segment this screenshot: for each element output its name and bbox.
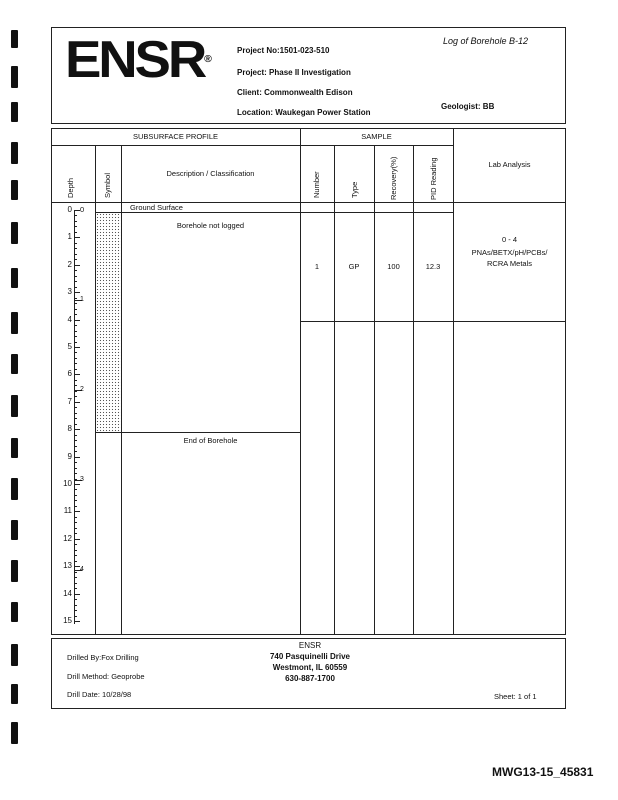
- col-line-desc: [121, 146, 122, 635]
- depth-minor-tick: [74, 221, 77, 222]
- depth-minor-tick: [74, 446, 77, 447]
- depth-minor-tick: [74, 314, 77, 315]
- depth-ft-tick: [74, 511, 80, 512]
- document-id: MWG13-15_45831: [492, 765, 594, 779]
- depth-ft-label: 5: [67, 342, 72, 351]
- symbol-heading: Symbol: [103, 172, 112, 198]
- depth-m-label: 3: [80, 475, 84, 483]
- footer-phone: 630-887-1700: [285, 674, 335, 683]
- depth-minor-tick: [74, 506, 77, 507]
- depth-m-label: 1: [80, 295, 84, 303]
- depth-minor-tick: [74, 369, 77, 370]
- depth-minor-tick: [74, 243, 77, 244]
- depth-ft-label: 4: [67, 314, 72, 324]
- depth-ft-tick: [74, 484, 80, 485]
- depth-minor-tick: [74, 489, 77, 490]
- sample-number: 1: [314, 262, 320, 271]
- depth-ft-tick: [74, 429, 80, 430]
- depth-minor-tick: [74, 385, 77, 386]
- logo: ENSR®: [65, 31, 212, 89]
- depth-ft-label: 7: [67, 396, 72, 406]
- depth-ft-tick: [74, 594, 80, 595]
- depth-minor-tick: [74, 254, 77, 255]
- depth-minor-tick: [74, 259, 77, 260]
- depth-minor-tick: [74, 281, 77, 282]
- drilled-by: Drilled By:Fox Drilling: [67, 653, 139, 662]
- depth-ft-tick: [74, 210, 80, 211]
- depth-minor-tick: [74, 544, 77, 545]
- depth-minor-tick: [74, 572, 77, 573]
- recovery-heading: Recovery(%): [389, 156, 398, 200]
- end-of-borehole-line: [95, 432, 300, 433]
- depth-ft-label: 15: [63, 616, 72, 625]
- depth-minor-tick: [74, 424, 77, 425]
- depth-minor-tick: [74, 610, 77, 611]
- depth-ft-tick: [74, 374, 80, 375]
- depth-minor-tick: [74, 418, 77, 419]
- pid-heading: PID Reading: [429, 157, 438, 200]
- depth-minor-tick: [74, 616, 77, 617]
- depth-ft-label: 10: [63, 479, 72, 488]
- depth-ft-tick: [74, 237, 80, 238]
- depth-ft-tick: [74, 457, 80, 458]
- profile-description: Borehole not logged: [176, 221, 245, 230]
- depth-ft-label: 0: [67, 205, 72, 214]
- depth-minor-tick: [74, 561, 77, 562]
- sample-heading: SAMPLE: [361, 132, 392, 141]
- depth-minor-tick: [74, 462, 77, 463]
- depth-ft-label: 2: [67, 259, 72, 269]
- depth-minor-tick: [74, 495, 77, 496]
- depth-minor-tick: [74, 550, 77, 551]
- drill-date: Drill Date: 10/28/98: [67, 690, 132, 699]
- depth-ft-label: 14: [63, 588, 72, 598]
- depth-minor-tick: [74, 391, 77, 392]
- project: Project: Phase II Investigation: [237, 68, 351, 77]
- depth-minor-tick: [74, 226, 77, 227]
- depth-minor-tick: [74, 577, 77, 578]
- geologist: Geologist: BB: [441, 102, 495, 111]
- depth-ft-tick: [74, 320, 80, 321]
- depth-heading: Depth: [66, 177, 75, 198]
- sheet-number: Sheet: 1 of 1: [494, 692, 537, 701]
- project-no: Project No:1501-023-510: [237, 46, 330, 55]
- depth-ft-label: 13: [63, 561, 72, 571]
- depth-minor-tick: [74, 588, 77, 589]
- depth-ft-tick: [74, 292, 80, 293]
- number-heading: Number: [312, 171, 321, 198]
- footer-company: ENSR: [298, 641, 322, 650]
- depth-ft-tick: [74, 265, 80, 266]
- ground-surface-depth: 0: [80, 205, 85, 214]
- depth-minor-tick: [74, 435, 77, 436]
- col-line-type: [334, 146, 335, 635]
- drill-method: Drill Method: Geoprobe: [67, 672, 145, 681]
- depth-minor-tick: [74, 298, 77, 299]
- depth-minor-tick: [74, 468, 77, 469]
- depth-minor-tick: [74, 555, 77, 556]
- depth-minor-tick: [74, 342, 77, 343]
- depth-ft-label: 3: [67, 287, 72, 297]
- lab-depth: 0 - 4: [501, 235, 517, 244]
- depth-minor-tick: [74, 358, 77, 359]
- depth-axis: [74, 210, 75, 624]
- header-row-line: [51, 145, 453, 146]
- depth-m-label: 4: [80, 565, 84, 573]
- depth-minor-tick: [74, 396, 77, 397]
- depth-minor-tick: [74, 331, 77, 332]
- description-heading: Description / Classification: [166, 169, 255, 178]
- col-line-pid: [413, 146, 414, 635]
- sample-row-bottom: [300, 321, 566, 322]
- depth-minor-tick: [74, 276, 77, 277]
- depth-minor-tick: [74, 451, 77, 452]
- sample-type: GP: [348, 262, 360, 271]
- depth-ft-tick: [74, 402, 80, 403]
- subsurface-profile-heading: SUBSURFACE PROFILE: [132, 132, 219, 141]
- depth-ft-tick: [74, 621, 80, 622]
- col-line-sample: [300, 128, 301, 635]
- sample-recovery: 100: [387, 262, 400, 271]
- depth-minor-tick: [74, 528, 77, 529]
- location: Location: Waukegan Power Station: [237, 108, 371, 117]
- type-heading: Type: [350, 181, 359, 198]
- depth-ft-label: 8: [67, 424, 72, 434]
- depth-ft-tick: [74, 347, 80, 348]
- footer-address-2: Westmont, IL 60559: [272, 663, 348, 672]
- depth-minor-tick: [74, 287, 77, 288]
- depth-ft-label: 6: [67, 369, 72, 379]
- depth-minor-tick: [74, 303, 77, 304]
- col-line-lab: [453, 128, 454, 635]
- lab-analytes-1: PNAs/BETX/pH/PCBs/: [471, 248, 548, 257]
- depth-minor-tick: [74, 500, 77, 501]
- depth-minor-tick: [74, 325, 77, 326]
- client: Client: Commonwealth Edison: [237, 88, 353, 97]
- depth-ft-label: 12: [63, 533, 72, 543]
- depth-minor-tick: [74, 517, 77, 518]
- depth-minor-tick: [74, 413, 77, 414]
- footer-address-1: 740 Pasquinelli Drive: [269, 652, 351, 661]
- depth-minor-tick: [74, 407, 77, 408]
- ground-surface-line: [95, 212, 453, 213]
- depth-ft-label: 11: [63, 506, 72, 516]
- depth-minor-tick: [74, 522, 77, 523]
- log-table: [51, 128, 566, 635]
- depth-minor-tick: [74, 352, 77, 353]
- lab-analysis-heading: Lab Analysis: [488, 160, 531, 169]
- depth-minor-tick: [74, 309, 77, 310]
- column-header-bottom: [51, 202, 566, 203]
- depth-minor-tick: [74, 363, 77, 364]
- ground-surface-label: Ground Surface: [130, 203, 183, 212]
- depth-minor-tick: [74, 599, 77, 600]
- depth-minor-tick: [74, 605, 77, 606]
- depth-ft-label: 9: [67, 451, 72, 461]
- depth-minor-tick: [74, 270, 77, 271]
- depth-minor-tick: [74, 533, 77, 534]
- depth-minor-tick: [74, 583, 77, 584]
- symbol-fill-hatch: [96, 213, 121, 432]
- depth-ft-tick: [74, 539, 80, 540]
- col-line-recovery: [374, 146, 375, 635]
- end-of-borehole-label: End of Borehole: [183, 436, 238, 445]
- sample-pid: 12.3: [425, 262, 441, 271]
- lab-analytes-2: RCRA Metals: [486, 259, 532, 268]
- depth-minor-tick: [74, 473, 77, 474]
- depth-minor-tick: [74, 248, 77, 249]
- registered-mark: ®: [204, 54, 212, 65]
- depth-minor-tick: [74, 336, 77, 337]
- depth-m-label: 2: [80, 385, 84, 393]
- depth-minor-tick: [74, 232, 77, 233]
- log-title: Log of Borehole B-12: [443, 36, 529, 46]
- depth-minor-tick: [74, 215, 77, 216]
- depth-minor-tick: [74, 440, 77, 441]
- depth-ft-label: 1: [67, 232, 72, 242]
- depth-minor-tick: [74, 380, 77, 381]
